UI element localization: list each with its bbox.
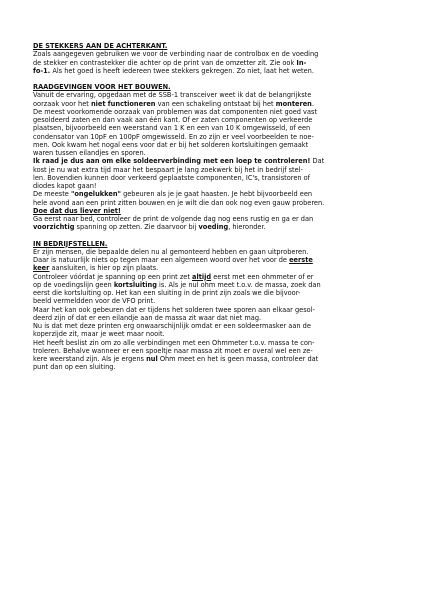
text-run: gebeuren als je je gaat haasten. Je hebt bijvoorbeeld een hele avond aan een print zitten bouwen en je wilt die dan ook nog even gauw proberen. bbox=[33, 190, 325, 207]
text-run: Vanuit de ervaring, opgedaan met de SSB-1 transceiver weet ik dat de belangrijkste oorzaak voor het bbox=[33, 91, 312, 108]
section-heading-raadgevingen: RAADGEVINGEN VOOR HET BOUWEN. bbox=[33, 83, 171, 91]
text-run: Ohm meet en het is geen massa, controleer dat punt dan op een sluiting. bbox=[33, 355, 319, 372]
emphasis: altijd bbox=[192, 272, 212, 281]
paragraph-in-bedrijfstellen bbox=[33, 248, 393, 372]
emphasis: eerste keer bbox=[33, 256, 313, 273]
text-line: de stekker en contrastekker die achter op de print van de omzetter zit. Zie ook bbox=[33, 58, 297, 67]
emphasis: monteren bbox=[275, 99, 312, 108]
text-run: , hieronder. bbox=[228, 223, 266, 232]
emphasis: kortsluiting bbox=[113, 280, 157, 289]
text-run: is. Als je nul ohm meet t.o.v. de massa, zoek dan eerst die kortsluiting op. Het kan een sluiting in de print zijn zoals we die bijvoor- beeld vermeldden voor de VFO print. Maar het kan ook gebeuren dat er tijdens het solderen twee sporen aan elkaar gesol- deerd zijn of dat er een eilandje aan de massa zit waar dat niet mag. Nu is dat met deze printen erg onwaarschijnlijk omdat er een soldeermasker aan de koperzijde zit, maar je weet maar nooit. Het heeft beslist zin om zo alle verbindingen met een Ohmmeter t.o.v. massa te con- troleren. Behalve wanneer er een spoeltje naar massa zit moet er overal wel een ze- kere weerstand zijn. Als je ergens bbox=[33, 280, 321, 363]
paragraph-stekkers bbox=[33, 50, 393, 75]
advice-emphasis: Ik raad je dus aan om elke soldeerverbinding met een loep te controleren! bbox=[33, 157, 311, 166]
text-run: eerst met een ohmmeter of er op de voedingslijn geen bbox=[33, 272, 314, 289]
paragraph-raadgevingen bbox=[33, 91, 393, 231]
text-run: van een schakeling ontstaat bij het bbox=[155, 99, 276, 108]
text-run: . De meest voorkomende oorzaak van problemen was dat componenten niet goed vast gesoldeerd zaten en dan vaak aan één kant. Of er zaten componenten op verkeerde plaatsen, bijvoorbeeld een weerstand van 1 K en een van 10 K omgewisseld, of een condensator van 10pF en 100pF omgewisseld. En zo zijn er veel voorbeelden te noe- men. Ook kwam het nogal eens voor dat er bij het solderen kortsluitingen gemaakt waren tussen eilandjes en sporen. bbox=[33, 99, 318, 157]
text-run: Er zijn mensen, die bepaalde delen nu al gemonteerd hebben en gaan uitproberen. Daar is natuurlijk niets op tegen maar een algemeen woord over het voor de bbox=[33, 247, 309, 264]
text-run: spanning op zetten. Zie daarvoor bij bbox=[74, 223, 199, 232]
section-heading-in-bedrijfstellen: IN BEDRIJFSTELLEN. bbox=[33, 239, 108, 248]
section-stekkers bbox=[33, 42, 393, 75]
info-reference: In- bbox=[296, 58, 307, 67]
section-raadgevingen bbox=[33, 83, 393, 232]
text-line: Zoals aangegeven gebruiken we voor de verbinding naar de controlbox en de voeding bbox=[33, 50, 319, 59]
text-line: Als het goed is heeft iedereen twee stekkers gekregen. Zo niet, laat het weten. bbox=[50, 66, 314, 75]
emphasis: voeding bbox=[198, 223, 229, 232]
info-reference: fo-1. bbox=[33, 66, 51, 75]
text-run: aansluiten, is hier op zijn plaats. Controleer vóórdat je spanning op een print zet bbox=[33, 264, 190, 281]
warning-emphasis: Doe dat dus liever niet! bbox=[33, 206, 121, 215]
emphasis: voorzichtig bbox=[33, 223, 75, 232]
text-run: Ga eerst naar bed, controleer de print de volgende dag nog eens rustig en ga er dan bbox=[33, 215, 314, 223]
section-in-bedrijfstellen bbox=[33, 240, 393, 372]
document-body bbox=[33, 42, 393, 380]
text-run: Dat kost je nu wat extra tijd maar het bespaart je lang zoekwerk bij het in bedrijf stel- len. Bovendien kunnen door verkeerd geplaatste componenten, IC's, transistoren of diodes kapot gaan! De meeste bbox=[33, 157, 325, 199]
emphasis: nul bbox=[146, 355, 158, 363]
emphasis: "ongelukken" bbox=[70, 190, 121, 199]
emphasis: niet functioneren bbox=[90, 99, 156, 108]
section-heading-stekkers: DE STEKKERS AAN DE ACHTERKANT. bbox=[33, 42, 168, 50]
